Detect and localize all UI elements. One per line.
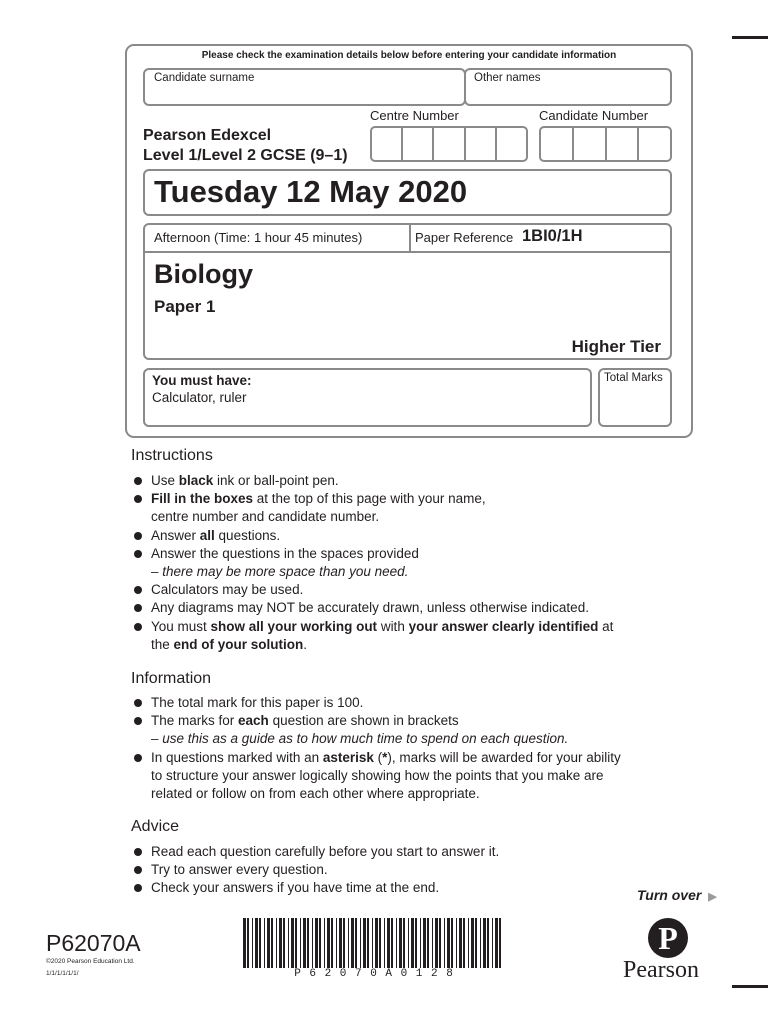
crop-mark-bottom <box>732 985 768 988</box>
list-item: Check your answers if you have time at the end. <box>134 879 694 897</box>
triangle-right-icon: ▶ <box>708 891 717 903</box>
barcode-bar <box>267 918 270 968</box>
barcode-bar <box>247 918 249 968</box>
barcode-bar <box>343 918 345 968</box>
barcode-bar <box>384 918 385 968</box>
paper-code: P62070A <box>46 930 141 956</box>
tier: Higher Tier <box>571 337 661 356</box>
barcode-bar <box>243 918 246 968</box>
barcode-bar <box>295 918 297 968</box>
information-list <box>134 694 694 803</box>
other-names-label: Other names <box>474 72 541 84</box>
barcode-bar <box>264 918 265 968</box>
barcode-bar <box>391 918 393 968</box>
paper-reference-label: Paper Reference <box>415 230 514 245</box>
list-item: In questions marked with an asterisk (*), marks will be awarded for your ability to structure your answer logically showing how the points that you make are related or follow on from each other where appropriate. <box>134 749 694 804</box>
candidate-surname-label: Candidate surname <box>154 72 255 84</box>
copyright: ©2020 Pearson Education Ltd. <box>46 958 135 965</box>
session-cell <box>145 225 411 253</box>
barcode-bar <box>451 918 453 968</box>
barcode-bar <box>331 918 333 968</box>
instructions-title: Instructions <box>131 447 213 464</box>
barcode-bar <box>312 918 313 968</box>
barcode-bar <box>300 918 301 968</box>
barcode-bar <box>255 918 258 968</box>
candidate-digit-box[interactable] <box>541 128 574 160</box>
barcode-text: P 6 2 0 7 0 A 0 1 2 8 <box>294 968 454 980</box>
pearson-logo-icon <box>648 918 688 958</box>
session-text: Afternoon (Time: 1 hour 45 minutes) <box>154 230 363 245</box>
total-marks-label: Total Marks <box>604 372 663 384</box>
list-item: Read each question carefully before you start to answer it. <box>134 843 694 861</box>
exam-date: Tuesday 12 May 2020 <box>154 174 468 209</box>
pearson-logo-letter: P <box>658 920 678 956</box>
barcode-bar <box>291 918 294 968</box>
barcode-bar <box>355 918 357 968</box>
barcode-bar <box>367 918 369 968</box>
barcode <box>243 918 505 968</box>
instructions-list <box>134 472 694 654</box>
crop-mark-top <box>732 36 768 39</box>
paper-details-box <box>143 223 672 360</box>
barcode-bar <box>336 918 337 968</box>
paper-reference-cell <box>409 225 670 253</box>
candidate-surname-field[interactable] <box>143 68 466 106</box>
exam-level: Level 1/Level 2 GCSE (9–1) <box>143 147 348 164</box>
candidate-number-boxes[interactable] <box>539 126 672 162</box>
candidate-number-label: Candidate Number <box>539 108 649 123</box>
paper-reference-code: 1BI0/1H <box>522 227 583 245</box>
list-item: Fill in the boxes at the top of this page with your name, centre number and candidate number. <box>134 490 694 526</box>
centre-digit-box[interactable] <box>434 128 465 160</box>
centre-digit-box[interactable] <box>466 128 497 160</box>
list-item: Use black ink or ball-point pen. <box>134 472 694 490</box>
exam-board <box>143 126 348 166</box>
centre-number-boxes[interactable] <box>370 126 528 162</box>
barcode-bar <box>348 918 349 968</box>
barcode-bar <box>415 918 417 968</box>
barcode-bar <box>459 918 462 968</box>
barcode-bar <box>375 918 378 968</box>
barcode-bar <box>463 918 465 968</box>
list-item: Calculators may be used. <box>134 581 694 599</box>
centre-number-label: Centre Number <box>370 108 459 123</box>
barcode-bar <box>276 918 277 968</box>
centre-digit-box[interactable] <box>497 128 526 160</box>
barcode-bar <box>427 918 429 968</box>
barcode-bar <box>495 918 498 968</box>
information-title: Information <box>131 670 212 687</box>
barcode-bar <box>456 918 457 968</box>
advice-list <box>134 843 694 898</box>
list-item: The marks for each question are shown in brackets – use this as a guide as to how much time to spend on each question. <box>134 712 694 748</box>
must-have-items: Calculator, ruler <box>152 390 247 405</box>
barcode-bar <box>288 918 289 968</box>
exam-board-name: Pearson Edexcel <box>143 127 272 144</box>
candidate-digit-box[interactable] <box>574 128 607 160</box>
list-item: Answer all questions. <box>134 527 694 545</box>
barcode-bar <box>403 918 405 968</box>
centre-digit-box[interactable] <box>403 128 434 160</box>
barcode-bar <box>351 918 354 968</box>
total-marks-box <box>598 368 672 427</box>
barcode-bar <box>271 918 273 968</box>
barcode-bar <box>411 918 414 968</box>
barcode-bar <box>324 918 325 968</box>
barcode-bar <box>319 918 321 968</box>
barcode-bar <box>283 918 285 968</box>
barcode-bar <box>420 918 421 968</box>
list-item: Answer the questions in the spaces provided – there may be more space than you need. <box>134 545 694 581</box>
barcode-bar <box>307 918 309 968</box>
candidate-digit-box[interactable] <box>607 128 640 160</box>
barcode-bar <box>447 918 450 968</box>
barcode-bar <box>252 918 253 968</box>
print-code: 1/1/1/1/1/1/ <box>46 970 79 977</box>
turn-over <box>637 887 717 903</box>
barcode-bar <box>379 918 381 968</box>
barcode-bar <box>399 918 402 968</box>
barcode-bar <box>468 918 469 968</box>
barcode-bar <box>475 918 477 968</box>
must-have-label: You must have: <box>152 373 252 388</box>
barcode-bar <box>432 918 433 968</box>
barcode-bar <box>444 918 445 968</box>
barcode-bar <box>327 918 330 968</box>
exam-date-box <box>143 169 672 216</box>
subject-title: Biology <box>154 259 253 289</box>
barcode-bar <box>279 918 282 968</box>
list-item: Any diagrams may NOT be accurately drawn, unless otherwise indicated. <box>134 599 694 617</box>
barcode-bar <box>492 918 493 968</box>
barcode-bar <box>363 918 366 968</box>
candidate-digit-box[interactable] <box>639 128 670 160</box>
barcode-bar <box>387 918 390 968</box>
paper-number: Paper 1 <box>154 297 216 316</box>
pearson-wordmark: Pearson <box>623 957 699 983</box>
barcode-bar <box>408 918 409 968</box>
other-names-field[interactable] <box>464 68 672 106</box>
header-notice: Please check the examination details below before entering your candidate information <box>201 50 617 61</box>
you-must-have-box <box>143 368 592 427</box>
barcode-bar <box>435 918 438 968</box>
list-item: You must show all your working out with your answer clearly identified at the end of your solution. <box>134 618 694 654</box>
barcode-bar <box>360 918 361 968</box>
advice-title: Advice <box>131 818 180 835</box>
barcode-bar <box>339 918 342 968</box>
barcode-bar <box>372 918 373 968</box>
barcode-bar <box>396 918 397 968</box>
barcode-bar <box>480 918 481 968</box>
barcode-bar <box>471 918 474 968</box>
barcode-bar <box>439 918 441 968</box>
barcode-bar <box>315 918 318 968</box>
barcode-bar <box>259 918 261 968</box>
list-item: Try to answer every question. <box>134 861 694 879</box>
barcode-bar <box>303 918 306 968</box>
barcode-bar <box>499 918 501 968</box>
centre-digit-box[interactable] <box>372 128 403 160</box>
barcode-bar <box>423 918 426 968</box>
turn-over-text: Turn over <box>637 887 702 903</box>
list-item: The total mark for this paper is 100. <box>134 694 694 712</box>
barcode-bar <box>483 918 486 968</box>
barcode-bar <box>487 918 489 968</box>
